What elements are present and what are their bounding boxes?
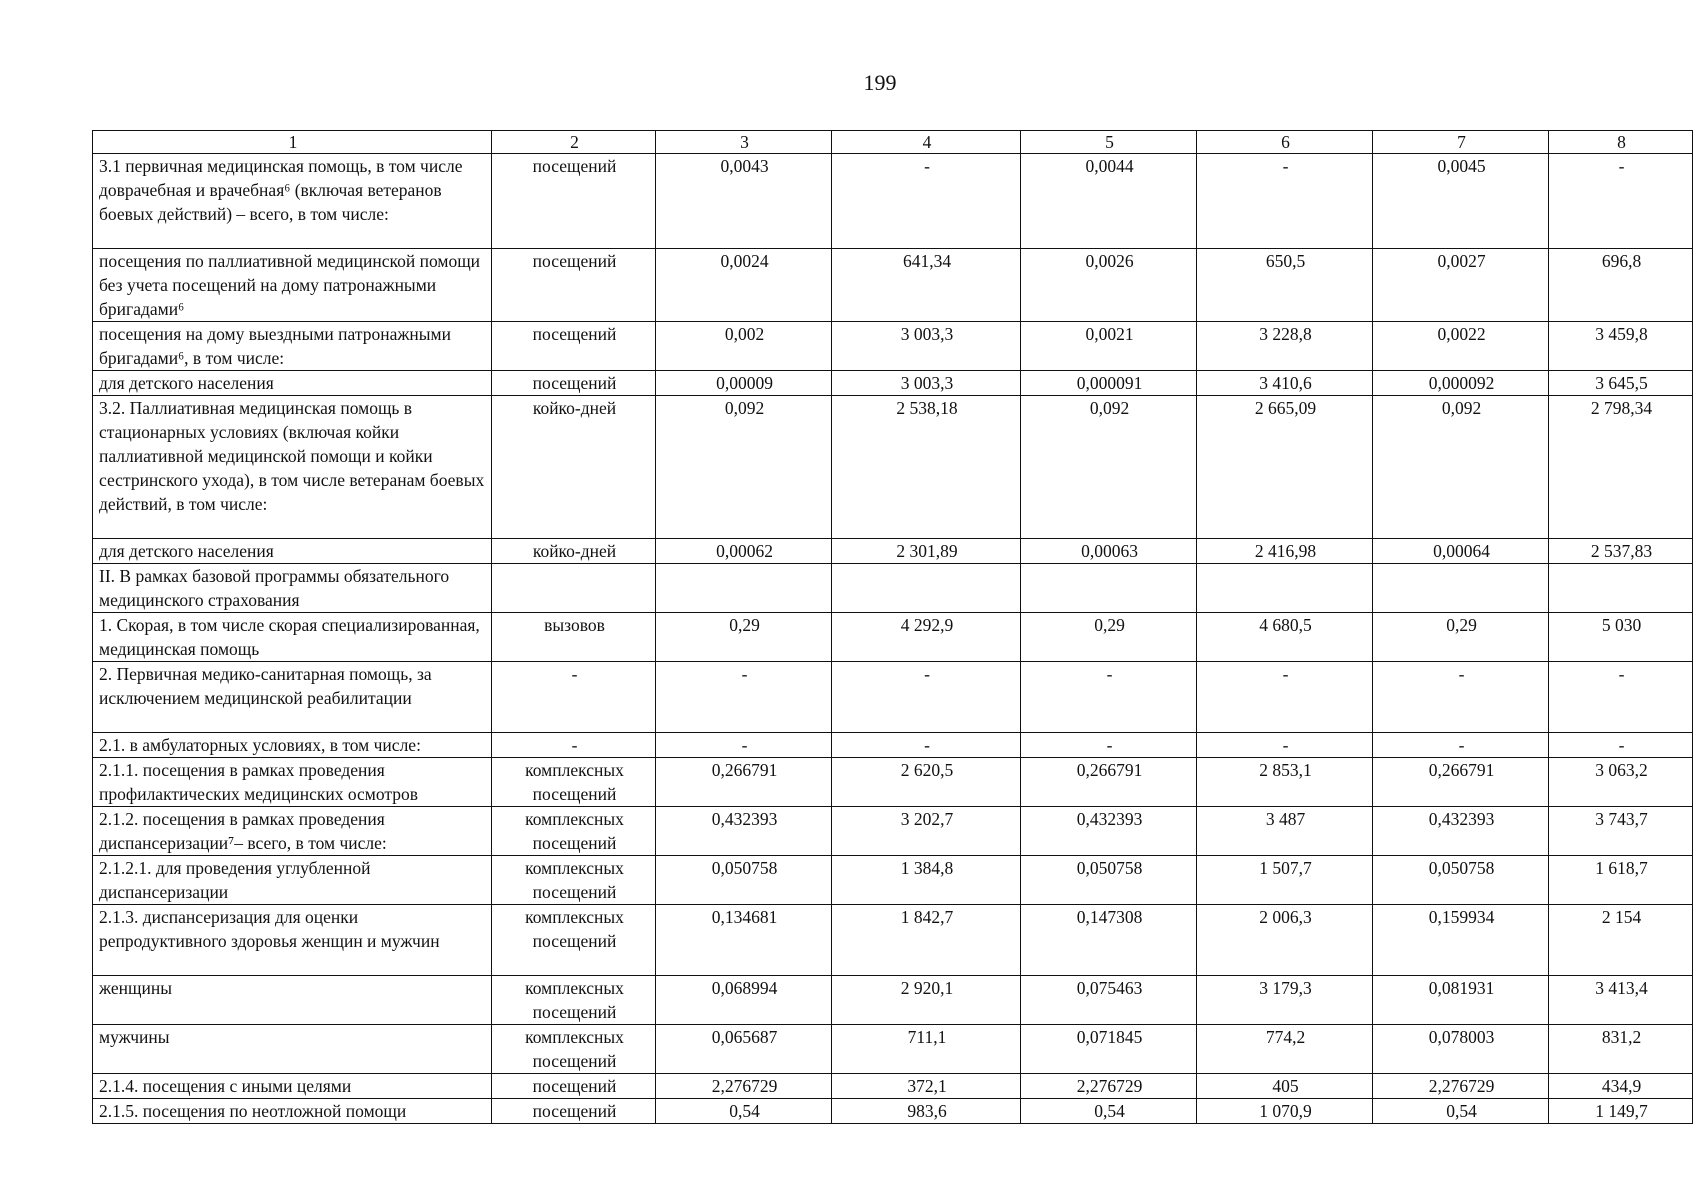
unit-cell: - bbox=[492, 662, 656, 733]
unit-cell: посещений bbox=[492, 154, 656, 249]
value-cell: 2 665,09 bbox=[1197, 396, 1373, 539]
data-table bbox=[92, 130, 1693, 1124]
unit-cell: комплексных посещений bbox=[492, 905, 656, 976]
value-cell: 2,276729 bbox=[656, 1074, 832, 1099]
value-cell: - bbox=[832, 733, 1021, 758]
value-cell: 0,0026 bbox=[1021, 249, 1197, 322]
value-cell: 4 680,5 bbox=[1197, 613, 1373, 662]
value-cell: 1 842,7 bbox=[832, 905, 1021, 976]
table-row bbox=[93, 613, 1693, 662]
value-cell: 2,276729 bbox=[1021, 1074, 1197, 1099]
value-cell: 1 149,7 bbox=[1549, 1099, 1693, 1124]
value-cell: 774,2 bbox=[1197, 1025, 1373, 1074]
value-cell: 2 301,89 bbox=[832, 539, 1021, 564]
value-cell: 831,2 bbox=[1549, 1025, 1693, 1074]
table-row bbox=[93, 396, 1693, 539]
value-cell: 2 538,18 bbox=[832, 396, 1021, 539]
value-cell: 650,5 bbox=[1197, 249, 1373, 322]
row-name-cell: 2.1.2.1. для проведения углубленной диспансеризации bbox=[93, 856, 492, 905]
table-row bbox=[93, 1074, 1693, 1099]
row-name-cell: для детского населения bbox=[93, 539, 492, 564]
row-name-cell: 2.1.4. посещения с иными целями bbox=[93, 1074, 492, 1099]
value-cell: - bbox=[1197, 662, 1373, 733]
value-cell: 2 853,1 bbox=[1197, 758, 1373, 807]
unit-cell: койко-дней bbox=[492, 539, 656, 564]
value-cell: 3 487 bbox=[1197, 807, 1373, 856]
table-row bbox=[93, 371, 1693, 396]
value-cell: 0,0024 bbox=[656, 249, 832, 322]
value-cell: 372,1 bbox=[832, 1074, 1021, 1099]
value-cell: 0,266791 bbox=[1021, 758, 1197, 807]
value-cell: 0,266791 bbox=[656, 758, 832, 807]
value-cell: 0,0027 bbox=[1373, 249, 1549, 322]
column-header: 5 bbox=[1021, 131, 1197, 154]
value-cell: 3 743,7 bbox=[1549, 807, 1693, 856]
value-cell: - bbox=[1549, 733, 1693, 758]
value-cell: 0,147308 bbox=[1021, 905, 1197, 976]
table-row bbox=[93, 539, 1693, 564]
value-cell: 2 416,98 bbox=[1197, 539, 1373, 564]
value-cell: 0,54 bbox=[656, 1099, 832, 1124]
column-header: 4 bbox=[832, 131, 1021, 154]
value-cell: 696,8 bbox=[1549, 249, 1693, 322]
row-name-cell: 3.1 первичная медицинская помощь, в том числе доврачебная и врачебная⁶ (включая ветеранов боевых действий) – всего, в том числе: bbox=[93, 154, 492, 249]
unit-cell: - bbox=[492, 733, 656, 758]
unit-cell: посещений bbox=[492, 371, 656, 396]
value-cell: 0,54 bbox=[1021, 1099, 1197, 1124]
unit-cell: комплексных посещений bbox=[492, 856, 656, 905]
value-cell: - bbox=[1373, 733, 1549, 758]
value-cell: 0,0022 bbox=[1373, 322, 1549, 371]
value-cell: 0,092 bbox=[656, 396, 832, 539]
value-cell: 0,29 bbox=[656, 613, 832, 662]
value-cell bbox=[1197, 564, 1373, 613]
value-cell: 1 507,7 bbox=[1197, 856, 1373, 905]
table-row bbox=[93, 807, 1693, 856]
value-cell: 641,34 bbox=[832, 249, 1021, 322]
page-number: 199 bbox=[863, 70, 897, 95]
value-cell: 0,0044 bbox=[1021, 154, 1197, 249]
value-cell: - bbox=[1549, 154, 1693, 249]
value-cell bbox=[1021, 564, 1197, 613]
value-cell: 0,159934 bbox=[1373, 905, 1549, 976]
value-cell: 0,29 bbox=[1373, 613, 1549, 662]
value-cell: 0,266791 bbox=[1373, 758, 1549, 807]
value-cell: 3 410,6 bbox=[1197, 371, 1373, 396]
value-cell: 5 030 bbox=[1549, 613, 1693, 662]
value-cell: 2 620,5 bbox=[832, 758, 1021, 807]
table-row bbox=[93, 976, 1693, 1025]
column-header: 3 bbox=[656, 131, 832, 154]
value-cell: 2 154 bbox=[1549, 905, 1693, 976]
table-row bbox=[93, 856, 1693, 905]
value-cell: 0,29 bbox=[1021, 613, 1197, 662]
unit-cell: посещений bbox=[492, 249, 656, 322]
table-row bbox=[93, 733, 1693, 758]
table-row bbox=[93, 564, 1693, 613]
value-cell: 3 003,3 bbox=[832, 322, 1021, 371]
row-name-cell: II. В рамках базовой программы обязательного медицинского страхования bbox=[93, 564, 492, 613]
value-cell: 0,050758 bbox=[1021, 856, 1197, 905]
value-cell: 4 292,9 bbox=[832, 613, 1021, 662]
value-cell: 2 537,83 bbox=[1549, 539, 1693, 564]
value-cell: 1 070,9 bbox=[1197, 1099, 1373, 1124]
value-cell bbox=[832, 564, 1021, 613]
unit-cell: койко-дней bbox=[492, 396, 656, 539]
value-cell: - bbox=[1549, 662, 1693, 733]
value-cell: 434,9 bbox=[1549, 1074, 1693, 1099]
value-cell: 0,0021 bbox=[1021, 322, 1197, 371]
value-cell: 1 384,8 bbox=[832, 856, 1021, 905]
unit-cell: вызовов bbox=[492, 613, 656, 662]
value-cell: 3 003,3 bbox=[832, 371, 1021, 396]
row-name-cell: 2.1.2. посещения в рамках проведения диспансеризации⁷– всего, в том числе: bbox=[93, 807, 492, 856]
value-cell: 0,00009 bbox=[656, 371, 832, 396]
value-cell: 0,54 bbox=[1373, 1099, 1549, 1124]
value-cell bbox=[1549, 564, 1693, 613]
value-cell: - bbox=[1197, 733, 1373, 758]
value-cell: - bbox=[1021, 662, 1197, 733]
value-cell bbox=[1373, 564, 1549, 613]
row-name-cell: для детского населения bbox=[93, 371, 492, 396]
row-name-cell: 2. Первичная медико-санитарная помощь, за исключением медицинской реабилитации bbox=[93, 662, 492, 733]
table-row bbox=[93, 154, 1693, 249]
table-row bbox=[93, 662, 1693, 733]
value-cell: 3 202,7 bbox=[832, 807, 1021, 856]
value-cell: 0,002 bbox=[656, 322, 832, 371]
value-cell: 0,00063 bbox=[1021, 539, 1197, 564]
column-header: 1 bbox=[93, 131, 492, 154]
value-cell: 711,1 bbox=[832, 1025, 1021, 1074]
value-cell: - bbox=[1197, 154, 1373, 249]
row-name-cell: мужчины bbox=[93, 1025, 492, 1074]
value-cell: 0,068994 bbox=[656, 976, 832, 1025]
column-header: 7 bbox=[1373, 131, 1549, 154]
value-cell: 0,000092 bbox=[1373, 371, 1549, 396]
value-cell: 0,0045 bbox=[1373, 154, 1549, 249]
value-cell: 0,065687 bbox=[656, 1025, 832, 1074]
value-cell: 3 179,3 bbox=[1197, 976, 1373, 1025]
table-row bbox=[93, 322, 1693, 371]
table-header-row bbox=[93, 131, 1693, 154]
value-cell: 983,6 bbox=[832, 1099, 1021, 1124]
column-header: 2 bbox=[492, 131, 656, 154]
value-cell: 0,432393 bbox=[656, 807, 832, 856]
value-cell: 0,050758 bbox=[656, 856, 832, 905]
value-cell: 0,050758 bbox=[1373, 856, 1549, 905]
row-name-cell: 3.2. Паллиативная медицинская помощь в стационарных условиях (включая койки паллиативной медицинской помощи и койки сестринского ухода), в том числе ветеранам боевых действий, в том числе: bbox=[93, 396, 492, 539]
table-row bbox=[93, 758, 1693, 807]
value-cell: 0,00064 bbox=[1373, 539, 1549, 564]
value-cell: 2 920,1 bbox=[832, 976, 1021, 1025]
table-row bbox=[93, 1099, 1693, 1124]
row-name-cell: 2.1.5. посещения по неотложной помощи bbox=[93, 1099, 492, 1124]
value-cell: - bbox=[832, 154, 1021, 249]
unit-cell: комплексных посещений bbox=[492, 976, 656, 1025]
unit-cell: комплексных посещений bbox=[492, 1025, 656, 1074]
value-cell: 0,081931 bbox=[1373, 976, 1549, 1025]
value-cell: 0,075463 bbox=[1021, 976, 1197, 1025]
value-cell: 0,092 bbox=[1021, 396, 1197, 539]
unit-cell: посещений bbox=[492, 1099, 656, 1124]
value-cell: - bbox=[1021, 733, 1197, 758]
table-row bbox=[93, 249, 1693, 322]
value-cell: 0,432393 bbox=[1373, 807, 1549, 856]
value-cell: 0,078003 bbox=[1373, 1025, 1549, 1074]
row-name-cell: 1. Скорая, в том числе скорая специализированная, медицинская помощь bbox=[93, 613, 492, 662]
value-cell: 2 798,34 bbox=[1549, 396, 1693, 539]
unit-cell: комплексных посещений bbox=[492, 758, 656, 807]
value-cell: 0,000091 bbox=[1021, 371, 1197, 396]
unit-cell: комплексных посещений bbox=[492, 807, 656, 856]
table-row bbox=[93, 905, 1693, 976]
value-cell: 0,432393 bbox=[1021, 807, 1197, 856]
value-cell: 3 228,8 bbox=[1197, 322, 1373, 371]
value-cell: - bbox=[656, 733, 832, 758]
value-cell: - bbox=[656, 662, 832, 733]
row-name-cell: посещения по паллиативной медицинской помощи без учета посещений на дому патронажными бригадами⁶ bbox=[93, 249, 492, 322]
value-cell: 3 063,2 bbox=[1549, 758, 1693, 807]
value-cell: - bbox=[1373, 662, 1549, 733]
table-row bbox=[93, 1025, 1693, 1074]
column-header: 8 bbox=[1549, 131, 1693, 154]
value-cell: 2 006,3 bbox=[1197, 905, 1373, 976]
row-name-cell: женщины bbox=[93, 976, 492, 1025]
value-cell: 0,00062 bbox=[656, 539, 832, 564]
value-cell bbox=[656, 564, 832, 613]
value-cell: 3 459,8 bbox=[1549, 322, 1693, 371]
value-cell: 0,0043 bbox=[656, 154, 832, 249]
column-header: 6 bbox=[1197, 131, 1373, 154]
value-cell: 405 bbox=[1197, 1074, 1373, 1099]
row-name-cell: 2.1.1. посещения в рамках проведения профилактических медицинских осмотров bbox=[93, 758, 492, 807]
value-cell: 0,071845 bbox=[1021, 1025, 1197, 1074]
value-cell: 0,134681 bbox=[656, 905, 832, 976]
row-name-cell: 2.1. в амбулаторных условиях, в том числе: bbox=[93, 733, 492, 758]
value-cell: 3 413,4 bbox=[1549, 976, 1693, 1025]
value-cell: 0,092 bbox=[1373, 396, 1549, 539]
value-cell: 2,276729 bbox=[1373, 1074, 1549, 1099]
unit-cell: посещений bbox=[492, 1074, 656, 1099]
unit-cell bbox=[492, 564, 656, 613]
unit-cell: посещений bbox=[492, 322, 656, 371]
value-cell: - bbox=[832, 662, 1021, 733]
row-name-cell: посещения на дому выездными патронажными бригадами⁶, в том числе: bbox=[93, 322, 492, 371]
value-cell: 1 618,7 bbox=[1549, 856, 1693, 905]
row-name-cell: 2.1.3. диспансеризация для оценки репродуктивного здоровья женщин и мужчин bbox=[93, 905, 492, 976]
value-cell: 3 645,5 bbox=[1549, 371, 1693, 396]
